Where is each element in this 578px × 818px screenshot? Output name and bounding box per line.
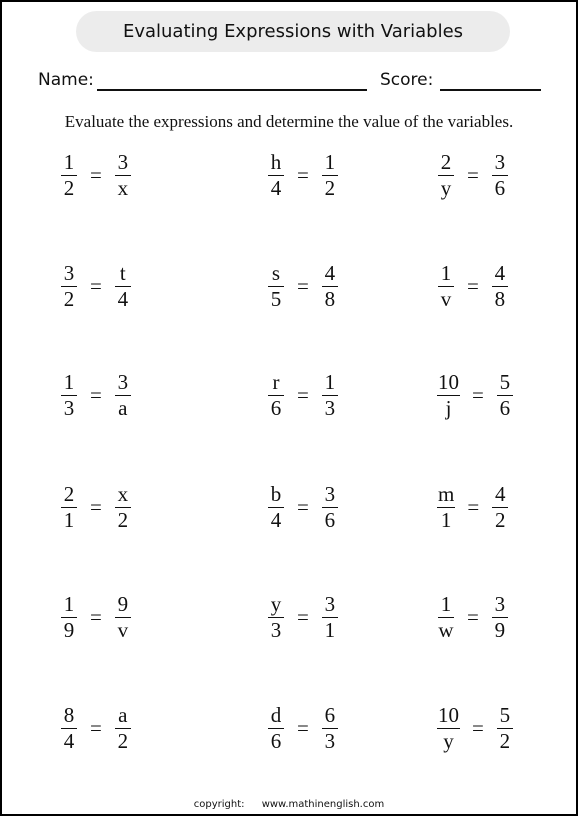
left-fraction [267, 594, 285, 641]
name-blank-line[interactable] [97, 89, 367, 91]
left-denominator: 6 [270, 396, 282, 420]
right-numerator: x [115, 484, 131, 508]
right-denominator: 3 [324, 729, 336, 753]
equation-r2-c3 [437, 263, 509, 310]
left-fraction [267, 705, 285, 752]
left-fraction [60, 263, 78, 310]
left-fraction [60, 484, 78, 531]
right-numerator: 1 [322, 372, 338, 396]
left-numerator: b [268, 484, 284, 508]
footer-url: www.mathinenglish.com [261, 799, 385, 810]
equals-sign: = [472, 383, 484, 407]
left-numerator: 8 [61, 705, 77, 729]
equals-sign: = [467, 163, 479, 187]
left-numerator: 1 [438, 263, 454, 287]
left-denominator: 1 [63, 508, 75, 532]
left-denominator: 9 [63, 618, 75, 642]
left-denominator: 3 [63, 396, 75, 420]
left-fraction [267, 484, 285, 531]
right-numerator: 3 [322, 484, 338, 508]
left-denominator: y [443, 729, 454, 753]
right-fraction [321, 152, 339, 199]
equals-sign: = [90, 716, 102, 740]
left-fraction [60, 152, 78, 199]
right-fraction [114, 484, 132, 531]
equation-r2-c1 [60, 263, 132, 310]
left-denominator: 4 [63, 729, 75, 753]
equals-sign: = [90, 274, 102, 298]
equals-sign: = [467, 605, 479, 629]
right-numerator: a [115, 705, 131, 729]
left-numerator: r [268, 372, 284, 396]
left-fraction [267, 263, 285, 310]
equals-sign: = [297, 274, 309, 298]
equation-r1-c3 [437, 152, 509, 199]
left-fraction [267, 372, 285, 419]
left-fraction [60, 594, 78, 641]
left-numerator: m [438, 482, 455, 506]
left-numerator: y [268, 594, 284, 618]
right-numerator: 3 [492, 152, 508, 176]
right-denominator: 6 [499, 396, 511, 420]
equation-r6-c1 [60, 705, 132, 752]
right-denominator: 1 [324, 618, 336, 642]
equation-r5-c1 [60, 594, 132, 641]
left-numerator: s [268, 263, 284, 287]
right-fraction [321, 484, 339, 531]
right-numerator: 4 [492, 484, 508, 508]
equals-sign: = [297, 163, 309, 187]
equals-sign: = [297, 716, 309, 740]
left-denominator: v [440, 287, 452, 311]
right-denominator: 6 [494, 176, 506, 200]
left-denominator: 2 [63, 176, 75, 200]
right-numerator: t [115, 263, 131, 287]
right-numerator: 5 [497, 372, 513, 396]
left-fraction [267, 152, 285, 199]
left-numerator: 2 [438, 152, 454, 176]
left-numerator: h [268, 152, 284, 176]
instructions: Evaluate the expressions and determine the value of the variables. [64, 112, 514, 131]
right-fraction [114, 263, 132, 310]
left-fraction [437, 484, 455, 531]
right-numerator: 3 [492, 594, 508, 618]
left-fraction [437, 705, 460, 752]
copyright-label: copyright: [193, 799, 245, 810]
left-denominator: 1 [440, 508, 452, 532]
equals-sign: = [90, 495, 102, 519]
left-denominator: 5 [270, 287, 282, 311]
right-denominator: 2 [117, 508, 129, 532]
left-numerator: 1 [61, 594, 77, 618]
worksheet-title: Evaluating Expressions with Variables [76, 11, 510, 52]
right-numerator: 4 [322, 263, 338, 287]
right-fraction [114, 594, 132, 641]
equals-sign: = [467, 495, 480, 519]
right-denominator: 2 [117, 729, 129, 753]
left-denominator: 3 [270, 618, 282, 642]
right-fraction [114, 152, 132, 199]
right-numerator: 9 [115, 594, 131, 618]
right-denominator: x [117, 176, 129, 200]
name-label: Name: [38, 70, 94, 90]
right-numerator: 3 [322, 594, 338, 618]
equation-r4-c2 [267, 484, 339, 531]
right-numerator: 6 [322, 705, 338, 729]
left-numerator: 10 [438, 370, 459, 394]
equals-sign: = [90, 383, 102, 407]
right-denominator: 9 [494, 618, 506, 642]
left-fraction [437, 372, 460, 419]
equation-r1-c2 [267, 152, 339, 199]
left-fraction [437, 263, 455, 310]
equation-r4-c3 [437, 484, 509, 531]
right-fraction [114, 705, 132, 752]
right-denominator: v [117, 618, 129, 642]
right-fraction [114, 372, 132, 419]
right-denominator: 8 [494, 287, 506, 311]
right-denominator: 2 [324, 176, 336, 200]
left-denominator: j [445, 396, 452, 420]
right-fraction [496, 372, 514, 419]
right-denominator: 4 [117, 287, 129, 311]
left-denominator: 4 [270, 176, 282, 200]
left-numerator: 1 [61, 152, 77, 176]
left-fraction [60, 705, 78, 752]
equals-sign: = [472, 716, 484, 740]
right-denominator: 2 [494, 508, 506, 532]
right-fraction [321, 263, 339, 310]
right-denominator: 6 [324, 508, 336, 532]
right-numerator: 3 [115, 372, 131, 396]
left-numerator: 10 [438, 703, 459, 727]
equation-r4-c1 [60, 484, 132, 531]
right-numerator: 3 [115, 152, 131, 176]
footer [0, 799, 578, 810]
right-fraction [491, 594, 509, 641]
left-numerator: 1 [61, 372, 77, 396]
right-fraction [496, 705, 514, 752]
equals-sign: = [297, 383, 309, 407]
equation-r5-c2 [267, 594, 339, 641]
left-numerator: 3 [61, 263, 77, 287]
equation-r3-c1 [60, 372, 132, 419]
equation-r3-c2 [267, 372, 339, 419]
right-fraction [491, 263, 509, 310]
equation-r5-c3 [437, 594, 509, 641]
right-fraction [491, 484, 509, 531]
equation-r6-c2 [267, 705, 339, 752]
left-fraction [437, 152, 455, 199]
equation-r1-c1 [60, 152, 132, 199]
right-fraction [491, 152, 509, 199]
equals-sign: = [90, 605, 102, 629]
left-fraction [60, 372, 78, 419]
right-denominator: a [118, 396, 128, 420]
equation-r2-c2 [267, 263, 339, 310]
left-numerator: 2 [61, 484, 77, 508]
right-fraction [321, 594, 339, 641]
right-numerator: 4 [492, 263, 508, 287]
equals-sign: = [90, 163, 102, 187]
right-denominator: 8 [324, 287, 336, 311]
left-denominator: w [438, 618, 454, 642]
equals-sign: = [297, 605, 309, 629]
right-fraction [321, 372, 339, 419]
left-denominator: 6 [270, 729, 282, 753]
right-fraction [321, 705, 339, 752]
left-numerator: 1 [438, 594, 454, 618]
equation-r3-c3 [437, 372, 514, 419]
left-denominator: y [440, 176, 452, 200]
left-fraction [437, 594, 455, 641]
left-denominator: 2 [63, 287, 75, 311]
score-label: Score: [380, 70, 434, 90]
score-blank-line[interactable] [440, 89, 541, 91]
equation-r6-c3 [437, 705, 514, 752]
right-numerator: 1 [322, 152, 338, 176]
right-numerator: 5 [497, 705, 513, 729]
right-denominator: 2 [499, 729, 511, 753]
right-denominator: 3 [324, 396, 336, 420]
left-numerator: d [268, 705, 284, 729]
left-denominator: 4 [270, 508, 282, 532]
equals-sign: = [467, 274, 479, 298]
equals-sign: = [297, 495, 309, 519]
